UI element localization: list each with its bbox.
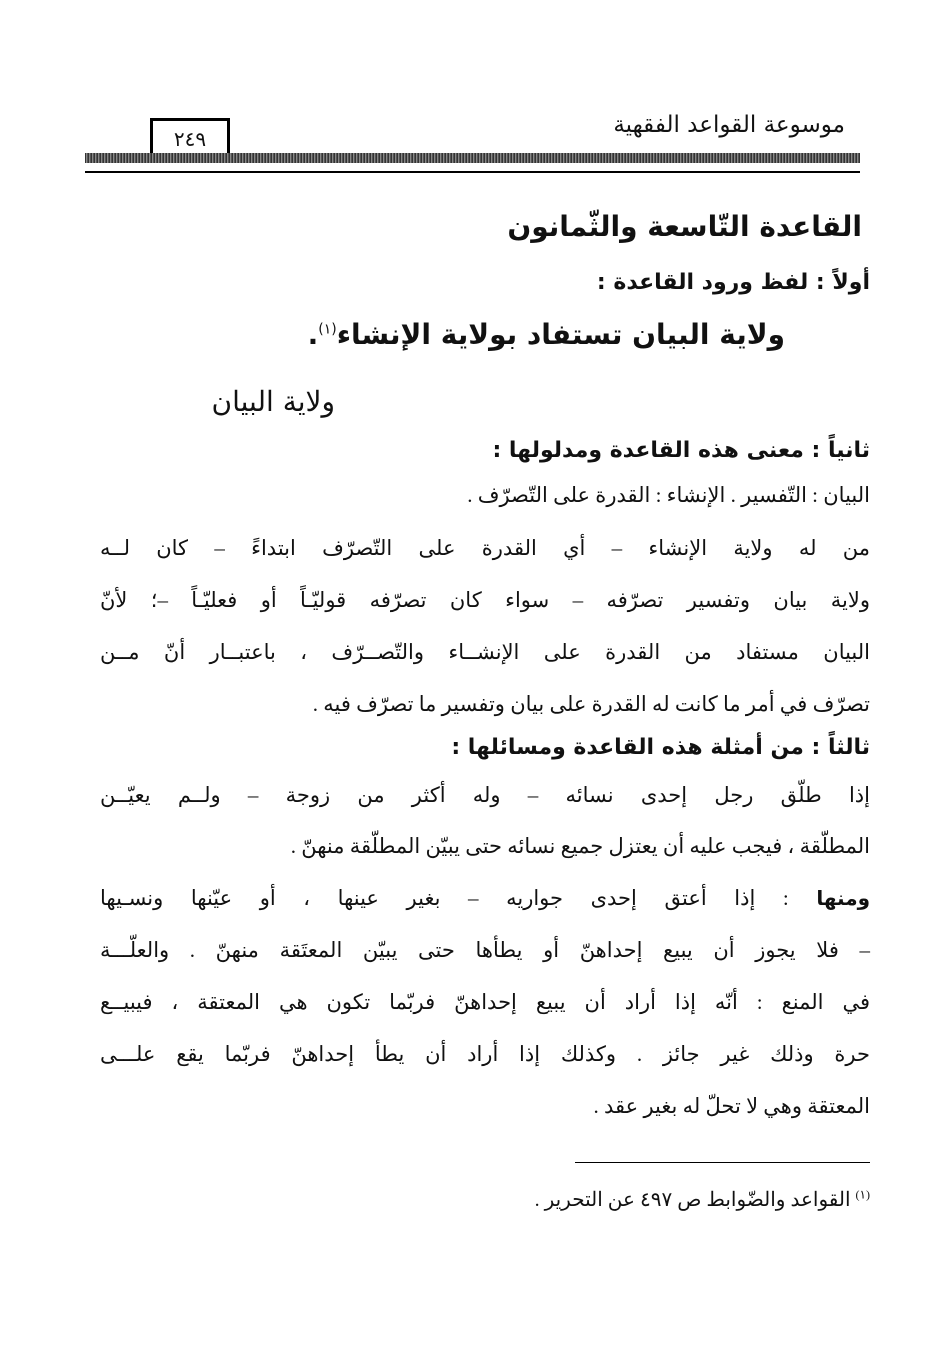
example2-line-2: – فلا يجوز أن يبيع إحداهنّ أو يطأها حتى يبيّن المعتَقة منهنّ . والعلّـــة — [100, 938, 870, 962]
section-heading-examples: ثالثاً : من أمثلة هذه القاعدة ومسائلها : — [451, 735, 870, 760]
example2-line-3: في المنع : أنّه إذا أراد أن يبيع إحداهنّ فربّما تكون هي المعتقة ، فيبيــع — [100, 990, 870, 1014]
footnote — [535, 1187, 870, 1212]
example2-line-4: حرة وذلك غير جائز . وكذلك إذا أراد أن يطأ إحداهنّ فربّما يقع علـــى — [100, 1042, 870, 1066]
header-divider-thin — [85, 171, 860, 173]
example2-line-5: المعتقة وهي لا تحلّ له بغير عقد . — [593, 1094, 870, 1118]
rule-statement — [308, 318, 785, 351]
footnote-marker: (١) — [855, 1187, 870, 1202]
section-heading-wording: أولاً : لفظ ورود القاعدة : — [596, 270, 870, 295]
meaning-line-3: ولاية بيان وتفسير تصرّفه – سواء كان تصرّفه قوليّـاً أو فعليّـاً –؛ لأنّ — [100, 588, 870, 612]
example2-first-rest: : إذا أعتق إحدى جواريه – بغير عينها ، أو عيّنها ونسـيها — [100, 886, 789, 910]
page-number-text: ٢٤٩ — [173, 127, 207, 151]
footnote-reference: (١) — [318, 321, 337, 338]
rule-statement-end: . — [307, 318, 319, 351]
example1-line-1: إذا طلّق رجل إحدى نسائه – وله أكثر من زوجة – ولــم يعيّــن — [100, 783, 870, 807]
running-header-title: موسوعة القواعد الفقهية — [613, 112, 845, 138]
meaning-line-4: البيان مستفاد من القدرة على الإنشــاء والتّصــرّف ، باعتبــار أنّ مــن — [100, 640, 870, 664]
example1-line-2: المطلّقة ، فيجب عليه أن يعتزل جميع نسائه حتى يبيّن المطلّقة منهنّ . — [290, 834, 870, 858]
section-heading-meaning: ثانياً : معنى هذه القاعدة ومدلولها : — [492, 438, 870, 463]
example2-line-1 — [100, 886, 870, 911]
rule-statement-text: ولاية البيان تستفاد بولاية الإنشاء — [336, 318, 785, 351]
example2-lead: ومنها — [816, 886, 871, 910]
rule-title: القاعدة التّاسعة والثّمانون — [507, 210, 862, 243]
rule-short-form: ولاية البيان — [211, 385, 335, 418]
header-divider — [85, 153, 860, 163]
footnote-text: القواعد والضّوابط ص ٤٩٧ عن التحرير . — [534, 1189, 851, 1211]
meaning-line-5: تصرّف في أمر ما كانت له القدرة على بيان وتفسير ما تصرّف فيه . — [312, 692, 870, 716]
meaning-line-1: البيان : التّفسير . الإنشاء : القدرة على التّصرّف . — [467, 483, 870, 507]
meaning-line-2: من له ولاية الإنشاء – أي القدرة على التّصرّف ابتداءً – كان لــه — [100, 536, 870, 560]
footnote-divider — [575, 1162, 870, 1163]
